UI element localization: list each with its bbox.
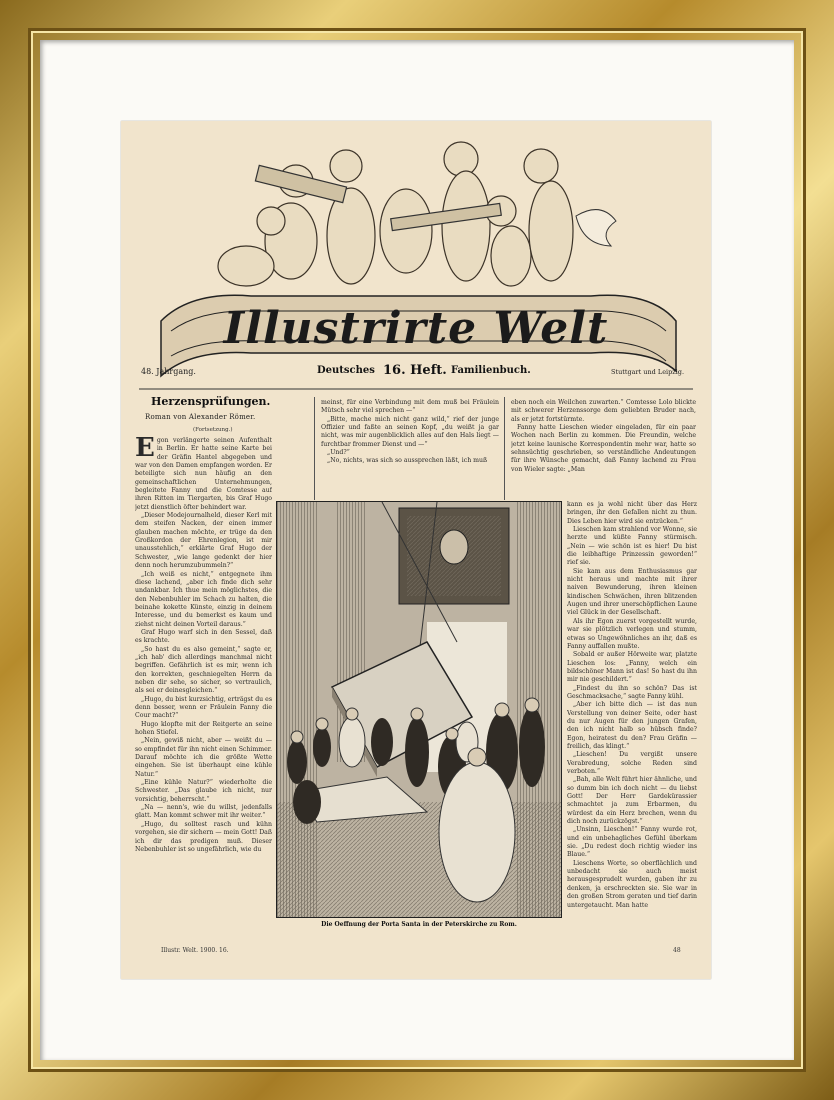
paragraph: Als ihr Egon zuerst vorgestellt wurde, war sie plötzlich verlegen und stumm, etwas so Ungewöhnliches an ihr, daß es Fanny auffallen mußte. <box>567 617 697 650</box>
paragraph: „Hugo, du solltest rasch und kühn vorgehen, sie dir sichern — mein Gott! Daß ich dir das predigen muß. Dieser Nebenbuhler ist so ungefährlich, wie du <box>135 820 272 853</box>
paragraph: Sobald er außer Hörweite war, platzte Lieschen los: „Fanny, welch ein bildschöner Mann ist das! So hast du ihn mir nie geschildert.“ <box>567 651 697 684</box>
place-label: Stuttgart und Leipzig. <box>611 368 685 376</box>
paragraph: meinst, für eine Verbindung mit dem muß bei Fräulein Mütsch sehr viel sprechen —“ <box>321 399 499 415</box>
masthead <box>121 121 711 391</box>
text-column-2-top <box>321 399 499 499</box>
paragraph: „Na — nenn's, wie du willst, jedenfalls glatt. Man kommt schwer mit ihr weiter.“ <box>135 804 272 820</box>
deutsches-label: Deutsches <box>317 365 375 376</box>
paragraph: Sie kam aus dem Enthusiasmus gar nicht heraus und machte mit ihrer naiven Bewunderung, ihren kleinen kindischen Schwächen, ihren blitzenden Augen und ihrer unerschöpflichen Laune viel Glück in der Gesellschaft. <box>567 567 697 617</box>
paragraph: „Hugo, du bist kurzsichtig, erträgst du es denn besser, wenn er Fräulein Fanny die Cour macht?“ <box>135 695 272 720</box>
illustration-caption: Die Oeffnung der Porta Santa in der Peterskirche zu Rom. <box>321 921 517 928</box>
paragraph: „Eine kühle Natur?“ wiederholte die Schwester. „Das glaube ich nicht, nur vorsichtig, beherrscht.“ <box>135 779 272 803</box>
paragraph: „Nein, gewiß nicht, aber — weißt du — so empfindet für ihn nicht einen Schimmer. Darauf möchte ich die größte Wette eingehen. Sie ist überhaupt eine kühle Natur.“ <box>135 737 272 778</box>
paragraph: „Unsinn, Lieschen!“ Fanny wurde rot, und ein unbehagliches Gefühl überkam sie. „Du redest doch richtig wieder ins Blaue.“ <box>567 826 697 859</box>
story-byline: Roman von Alexander Römer. <box>145 413 256 421</box>
issue-label: 16. Heft. <box>383 363 447 378</box>
paragraph: „So hast du es also gemeint,“ sagte er, „ich hab' dich allerdings manchmal nicht begriffen. Gefährlich ist es mir, wenn ich den korrekten, geschniegelten Herrn da neben dir sehe, so sicher, so vertraulich, als sei er deinesgleichen.“ <box>135 645 272 695</box>
paragraph: „Bitte, mache mich nicht ganz wild,“ rief der junge Offizier und faßte an seinen Kopf, „du weißt ja gar nicht, was mir augenblicklich alles auf den Hals liegt — furchtbar frommer Dienst und —“ <box>321 415 499 448</box>
page-number: 48 <box>673 947 681 954</box>
paragraph: „Und?“ <box>327 449 350 457</box>
continuation-note: (Fortsetzung.) <box>193 427 233 433</box>
text-column-3 <box>567 501 697 943</box>
drop-cap: E <box>135 437 155 463</box>
volume-label: 48. Jahrgang. <box>141 367 196 376</box>
column-divider-1 <box>314 397 315 500</box>
masthead-title: Illustrirte Welt <box>223 303 609 354</box>
text-column-3-top <box>511 399 696 499</box>
porta-santa-engraving <box>277 502 561 917</box>
paragraph: „Bah, alle Welt führt hier ähnliche, und so dumm bin ich doch nicht — du liebst Gott! Der Herr Gardekürassier schmachtet ja zum Erbarmen, du würdest da ein Herz brechen, wenn du dich noch zurückzögst.“ <box>567 776 697 826</box>
text-column-1 <box>135 437 272 943</box>
paragraph: Lieschen kam strahlend vor Wonne, sie herzte und küßte Fanny stürmisch. „Nein — wie schön ist es hier! Du bist die leibhaftige Prinzessin geworden!“ rief sie. <box>567 526 697 567</box>
paragraph: Hugo klopfte mit der Reitgerte an seine hohen Stiefel. <box>135 720 272 737</box>
paragraph: Graf Hugo warf sich in den Sessel, daß es krachte. <box>135 628 272 645</box>
paragraph: „Dieser Modejournalheld, dieser Kerl mit dem steifen Nacken, der einen immer glauben machen möchte, er trüge da den Großkordon der Ehrenlegion, ist mir unausstehlich,“ erklärte Graf Hugo der Schwester, „wie lange gedenkt der hier denn noch herumzubummeln?“ <box>135 512 272 570</box>
paragraph: „Ich weiß es nicht,“ entgegnete ihm diese lachend, „aber ich finde dich sehr undankbar. Ich thue mein möglichstes, die den Nebenbuhler im Schach zu halten, die beinahe kokette Künste, einzig in deinem Interesse, und du bemerkst es kaum und ziehst nicht deinen Vorteil daraus.“ <box>135 570 272 628</box>
paragraph: gon verlängerte seinen Aufenthalt in Berlin. Er hatte seine Karte bei der Gräfin Hantel abgegeben und war von den Damen empfangen worden. Er beteiligte sich nun häufig an den gemeinschaftlichen Unternehmungen, begleitete Fanny und die Comtesse auf ihren Ritten im Tiergarten, bis Graf Hugo jetzt dienstlich öfter behindert war. <box>135 437 272 511</box>
story-title: Herzensprüfungen. <box>151 395 271 408</box>
paragraph: „Aber ich bitte dich — ist das nun Verstellung von deiner Seite, oder hast du nur Augen für den jungen Grafen, den ich nicht halb so hübsch finde? Egon, heiratest du den? Frau Gräfin — freilich, das klingt.“ <box>567 701 697 750</box>
paragraph: kann es ja wohl nicht über das Herz bringen, ihr den Gefallen nicht zu thun. Dies Leben hier wird sie entzücken.“ <box>567 501 697 525</box>
engraving-illustration <box>276 501 562 918</box>
paragraph: Fanny hatte Lieschen wieder eingeladen, für ein paar Wochen nach Berlin zu kommen. Die Freundin, welche jetzt keine launische Korrespondentin mehr war, hatte so sehnsüchtig geschrieben, so verständliche Andeutungen für ihre Wünsche gemacht, daß Fanny lachend zu Frau von Wieler sagte: „Man <box>511 424 696 473</box>
paragraph: eben noch ein Weilchen zuwarten.“ Comtesse Lolo blickte mit schwerer Herzenssorge dem geliebten Bruder nach, als er jetzt fortstürmte. <box>511 399 696 423</box>
paragraph: „No, nichts, was sich so aussprechen läßt, ich muß <box>327 457 488 465</box>
paragraph: „Lieschen! Du vergißt unsere Verabredung, solche Reden sind verboten.“ <box>567 751 697 775</box>
footer-source: Illustr. Welt. 1900. 16. <box>161 947 229 954</box>
familienbuch-label: Familienbuch. <box>451 365 531 376</box>
paragraph: „Findest du ihn so schön? Das ist Geschmacksache,“ sagte Fanny kühl. <box>567 684 697 700</box>
paragraph: Lieschens Worte, so oberflächlich und unbedacht sie auch meist herausgesprudelt wurden, gaben ihr zu denken, ja erschreckten sie. Sie war in den großen Strom geraten und tief darin untergetaucht. Man hatte <box>567 859 697 909</box>
magazine-page <box>121 121 711 979</box>
column-divider-2 <box>504 397 505 500</box>
